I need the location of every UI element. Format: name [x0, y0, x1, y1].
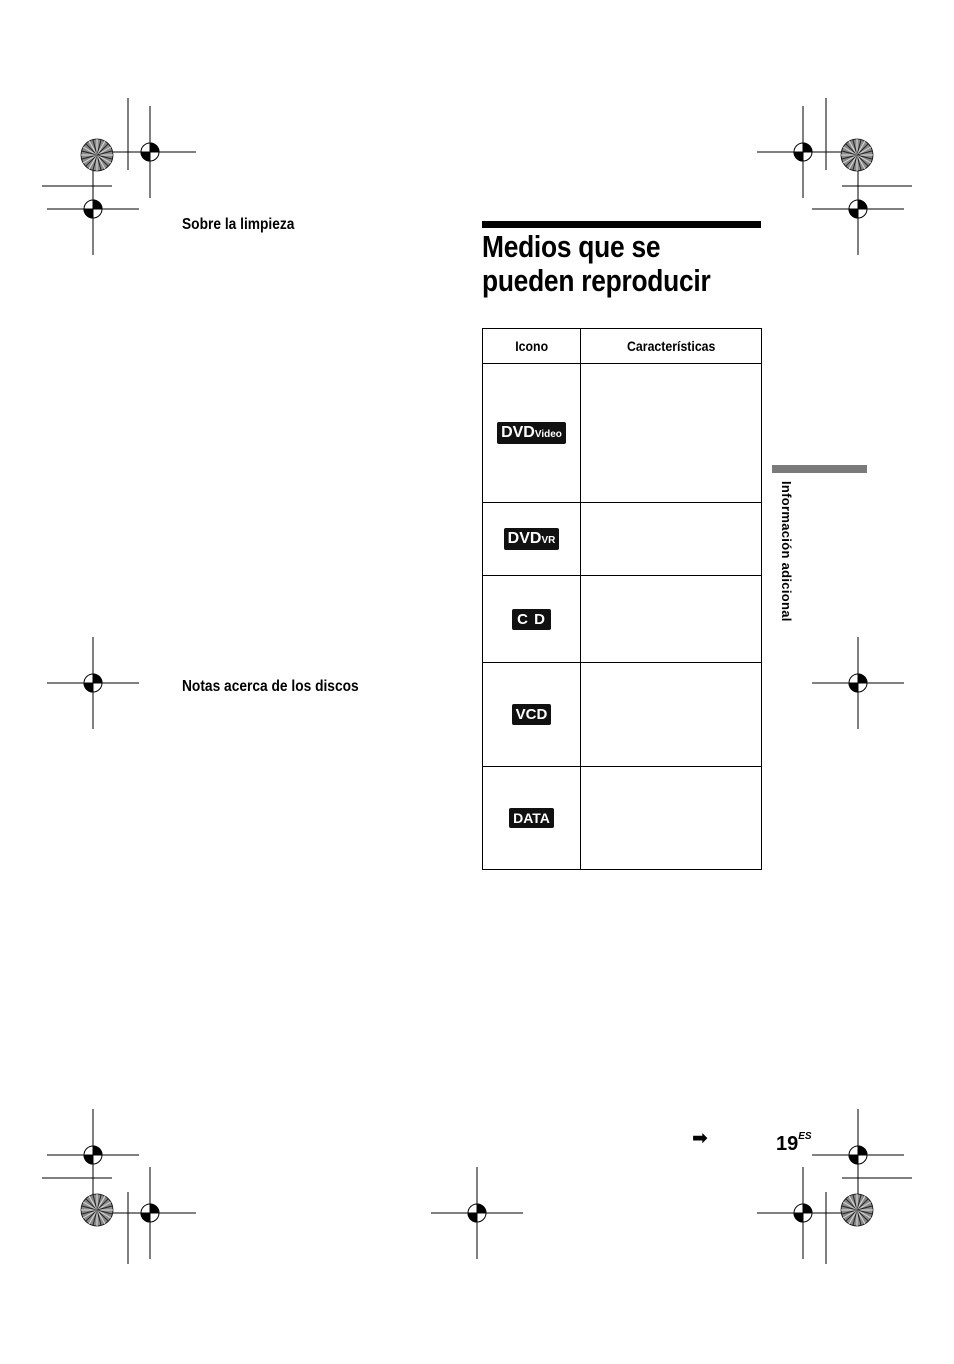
starburst-rosette-icon: [841, 139, 873, 171]
registration-crosshair-icon: [104, 1167, 196, 1259]
heading-cleaning: Sobre la limpieza: [182, 216, 295, 233]
vcd-logo-icon: VCD: [512, 704, 552, 725]
registration-crosshair-icon: [757, 106, 849, 198]
registration-crosshair-icon: [812, 163, 904, 255]
starburst-rosette-icon: [81, 139, 873, 1226]
dvd-video-logo-icon: DVDVideo: [497, 422, 566, 444]
starburst-rosette-icon: [81, 139, 113, 171]
registration-crosshair-icon: [431, 1167, 523, 1259]
continue-arrow-icon: ➡: [692, 1128, 708, 1149]
data-logo-icon: DATA: [509, 808, 554, 828]
registration-crosshair-icon: [47, 106, 904, 1259]
header-icon: Icono: [483, 329, 581, 364]
registration-crosshair-icon: [104, 106, 196, 198]
registration-crosshair-icon: [47, 1109, 139, 1201]
page-number: $19^{ES}$: [776, 1131, 812, 1155]
dvd-vr-logo-icon: DVDVR: [504, 528, 560, 550]
side-tab-label: Información adicional: [779, 481, 794, 622]
registration-crosshair-icon: [812, 1109, 904, 1201]
registration-crosshair-icon: [47, 163, 139, 255]
registration-crosshair-icon: [47, 637, 139, 729]
page-title: Medios que se pueden reproducir: [482, 229, 711, 298]
heading-disc-notes: Notas acerca de los discos: [182, 678, 359, 695]
cd-logo-icon: C D: [512, 609, 551, 630]
starburst-rosette-icon: [841, 1194, 873, 1226]
starburst-rosette-icon: [81, 1194, 113, 1226]
registration-crosshair-icon: [757, 1167, 849, 1259]
header-features: Características: [581, 329, 762, 364]
registration-crosshair-icon: [812, 637, 904, 729]
